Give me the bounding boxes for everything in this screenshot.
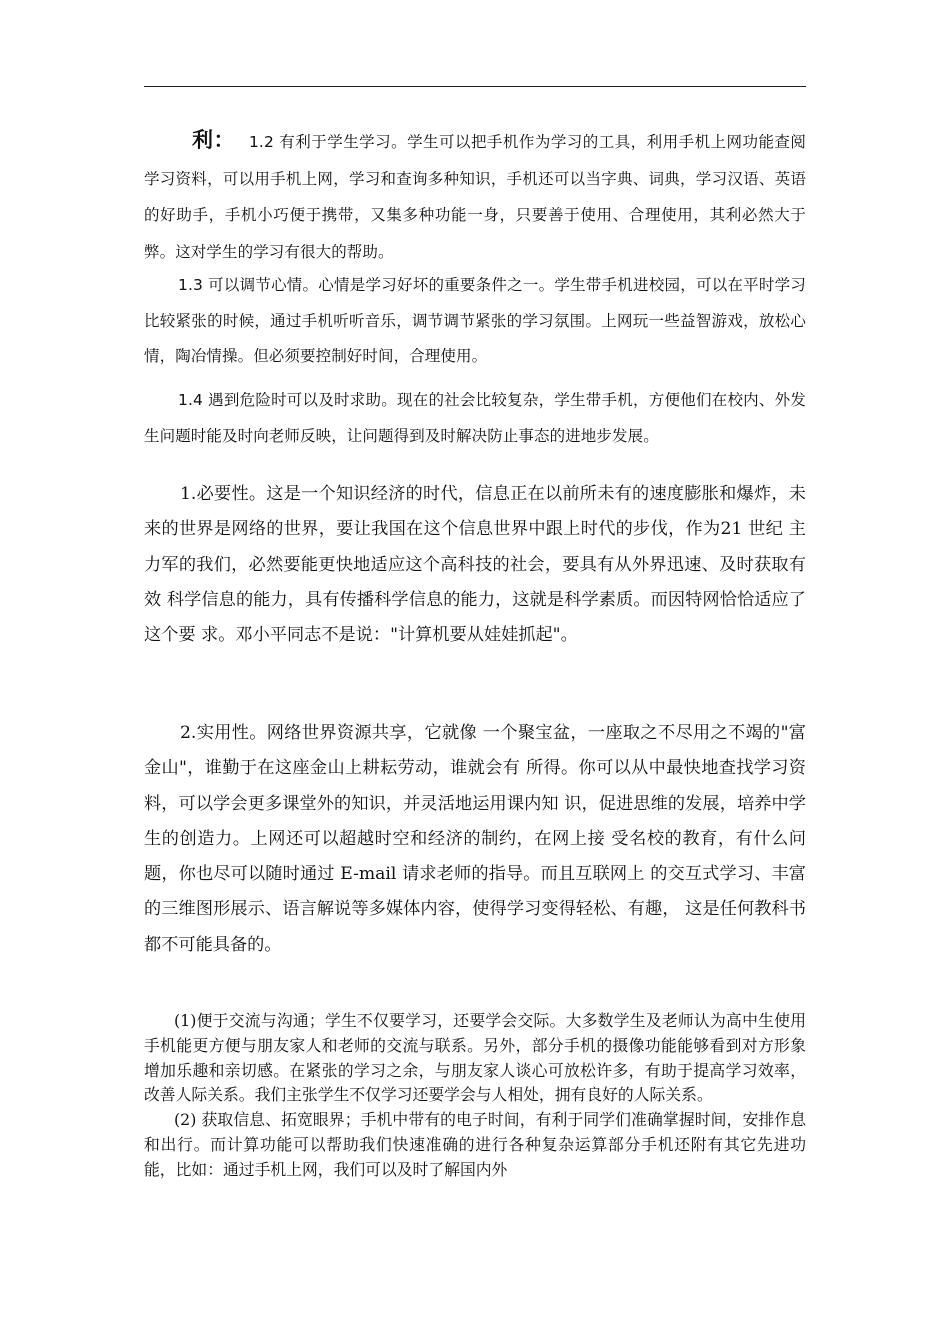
paragraph-practicality-text: 2.实用性。网络世界资源共享，它就像 一个聚宝盆，一座取之不尽用之不竭的"富金山"，谁勤于在这座金山上耕耘劳动，谁就会有 所得。你可以从中最快地查找学习资料，可以学会更多课堂外的知识，并灵活地运用课内知 识，促进思维的发展，培养中学生的创造力。上网还可以超越时空和经济的制约，在网上接 受名校的教育，有什么问题，你也尽可以随时通过 E-mail 请求老师的指导。而且互联网上 的交互式学习、丰富的三维图形展示、语言解说等多媒体内容，使得学习变得轻松、有趣， 这是任何教科书都不可能具备的。: [144, 723, 806, 955]
paragraph-1-3: [144, 268, 806, 375]
paragraph-1-2-text: 1.2 有利于学生学习。学生可以把手机作为学习的工具，利用手机上网功能查阅学习资料，可以用手机上网，学习和查询多种知识，手机还可以当字典、词典，学习汉语、英语的好助手，手机小巧便于携带，又集多种功能一身，只要善于使用、合理使用，其利必然大于弊。这对学生的学习有很大的帮助。: [144, 133, 807, 261]
paragraph-necessity-text: 1.必要性。这是一个知识经济的时代，信息正在以前所未有的速度膨胀和爆炸，未来的世界是网络的世界，要让我国在这个信息世界中跟上时代的步伐，作为21 世纪 主力军的我们，必然要能更快地适应这个高科技的社会，要具有从外界迅速、及时获取有效 科学信息的能力，具有传播科学信息的能力，这就是科学素质。而因特网恰恰适应了这个要 求。邓小平同志不是说："计算机要从娃娃抓起"。: [144, 484, 806, 646]
header-rule: [144, 86, 806, 87]
section-1-3: [144, 268, 806, 375]
paragraph-information: [144, 1108, 806, 1182]
paragraph-1-4-text: 1.4 遇到危险时可以及时求助。现在的社会比较复杂，学生带手机，方便他们在校内、外发生问题时能及时向老师反映，让问题得到及时解决防止事态的进地步发展。: [144, 391, 806, 445]
paragraph-1-4: [144, 383, 806, 454]
paragraph-1-3-text: 1.3 可以调节心情。心情是学习好坏的重要条件之一。学生带手机进校园，可以在平时学习比较紧张的时候，通过手机听听音乐，调节调节紧张的学习氛围。上网玩一些益智游戏，放松心情，陶冶情操。但必须要控制好时间，合理使用。: [144, 276, 806, 365]
section-1-2: [144, 122, 806, 270]
section-practicality: [144, 716, 806, 963]
section-1-4: [144, 383, 806, 454]
paragraph-information-text: (2) 获取信息、拓宽眼界；手机中带有的电子时间，有利于同学们准确掌握时间，安排作息和出行。而计算功能可以帮助我们快速准确的进行各种复杂运算部分手机还附有其它先进功能，比如：通过手机上网，我们可以及时了解国内外: [144, 1110, 806, 1179]
paragraph-communication: [144, 1009, 806, 1108]
lead-character: 利：: [192, 127, 235, 152]
paragraph-1-2: [144, 122, 806, 270]
paragraph-communication-text: (1)便于交流与沟通；学生不仅要学习，还要学会交际。大多数学生及老师认为高中生使用手机能更方便与朋友家人和老师的交流与联系。另外，部分手机的摄像功能能够看到对方形象增加乐趣和亲切感。在紧张的学习之余，与朋友家人谈心可放松许多，有助于提高学习效率，改善人际关系。我们主张学生不仅学习还要学会与人相处，拥有良好的人际关系。: [144, 1011, 806, 1105]
paragraph-necessity: [144, 477, 806, 653]
paragraph-practicality: [144, 716, 806, 963]
section-necessity: [144, 477, 806, 653]
section-benefits: [144, 1009, 806, 1183]
